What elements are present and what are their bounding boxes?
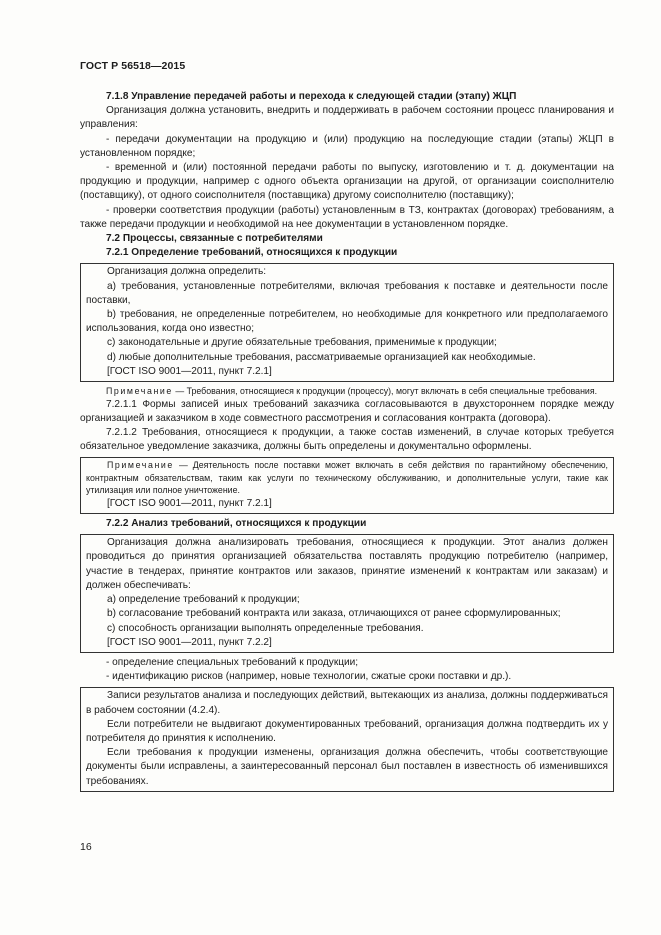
- list-item: - передачи документации на продукцию и (или) продукцию на последующие стадии (этапы) ЖЦП в установленном порядке;: [80, 133, 614, 159]
- standard-reference: [ГОСТ ISO 9001—2011, пункт 7.2.1]: [107, 497, 272, 509]
- quoted-analysis-box: [80, 534, 614, 653]
- note-label: Примечание: [107, 460, 174, 471]
- box-line: c) законодательные и другие обязательные требования, применимые к продукции;: [107, 337, 497, 349]
- box-line: b) требования, не определенные потребителем, но необходимые для конкретного или предполагаемого использования, когда оно известно;: [86, 309, 608, 335]
- note-label: Примечание: [106, 386, 173, 397]
- note: [80, 385, 614, 398]
- box-line: Записи результатов анализа и последующих действий, вытекающих из анализа, должны поддерживаться в рабочем состоянии (4.2.4).: [86, 690, 608, 716]
- quoted-records-box: [80, 687, 614, 791]
- box-line: a) требования, установленные потребителями, включая требования к поставке и деятельности после поставки,: [86, 280, 608, 306]
- note-text: — Деятельность после поставки может включать в себя действия по гарантийному обеспечению, контрактным обязательствам, таким как услуги по техническому обслуживанию, и дополнительные услуги, такие как утилизация или полное уничтожение.: [86, 460, 608, 496]
- paragraph-7-2-1-1: 7.2.1.1 Формы записей иных требований заказчика согласовываются в двухстороннем порядке между организацией и заказчиком в ходе совместного рассмотрения и согласования контракта (договора).: [80, 398, 614, 424]
- list-item: - проверки соответствия продукции (работы) установленным в ТЗ, контрактах (договорах) требованиям, а также передачи продукции и необходимой на нее документации в установленном порядке.: [80, 204, 614, 230]
- list-item: - определение специальных требований к продукции;: [106, 656, 359, 668]
- heading-7-2-2: 7.2.2 Анализ требований, относящихся к продукции: [106, 518, 367, 530]
- heading-7-1-8: 7.1.8 Управление передачей работы и перехода к следующей стадии (этапу) ЖЦП: [106, 91, 517, 102]
- document-header: ГОСТ Р 56518—2015: [80, 60, 186, 72]
- box-line: b) согласование требований контракта или заказа, отличающихся от ранее сформулированных;: [107, 608, 561, 620]
- box-line: d) любые дополнительные требования, рассматриваемые организацией как необходимые.: [107, 351, 536, 363]
- quoted-note-box: [80, 457, 614, 514]
- quoted-requirements-box: [80, 263, 614, 382]
- paragraph: Организация должна установить, внедрить и поддерживать в рабочем состоянии процесс планирования и управления:: [80, 105, 614, 131]
- note-text: — Требования, относящиеся к продукции (процессу), могут включать в себя специальные требования.: [172, 386, 598, 397]
- note: [86, 459, 608, 497]
- standard-reference: [ГОСТ ISO 9001—2011, пункт 7.2.2]: [107, 636, 272, 648]
- box-line: Если потребители не выдвигают документированных требований, организация должна подтвердить их у потребителя до принятия к исполнению.: [86, 718, 608, 744]
- box-line: Организация должна определить:: [107, 266, 267, 278]
- box-line: c) способность организации выполнять определенные требования.: [107, 622, 424, 634]
- page-number: 16: [80, 841, 92, 853]
- heading-7-2: 7.2 Процессы, связанные с потребителями: [106, 233, 323, 245]
- box-line: Если требования к продукции изменены, организация должна обеспечить, чтобы соответствующие документы были исправлены, а заинтересованный персонал был поставлен в известность об изменившихся требованиях.: [86, 747, 608, 787]
- list-item: - временной и (или) постоянной передачи работы по выпуску, изготовлению и т. д. документации на продукцию и продукции, например с одного объекта организации на другой, от организации соисполнителю (поставщику), от одного соисполнителя (поставщика) другому соисполнителю (поставщику);: [80, 162, 614, 202]
- box-line: Организация должна анализировать требования, относящиеся к продукции. Этот анализ должен проводиться до принятия организацией обязательства поставлять продукцию потребителю (например, участие в тендерах, принятие контрактов или заказов, принятие изменений к контрактам или заказам) и должен обеспечивать:: [86, 537, 608, 591]
- heading-7-2-1: 7.2.1 Определение требований, относящихся к продукции: [106, 247, 398, 259]
- list-item: - идентификацию рисков (например, новые технологии, сжатые сроки поставки и др.).: [106, 671, 512, 683]
- paragraph-7-2-1-2: 7.2.1.2 Требования, относящиеся к продукции, а также состав изменений, в случае которых требуется обязательное уведомление заказчика, должны быть определены и документально оформлены.: [80, 426, 614, 453]
- box-line: a) определение требований к продукции;: [107, 594, 300, 606]
- page-content: [80, 90, 614, 795]
- standard-reference: [ГОСТ ISO 9001—2011, пункт 7.2.1]: [107, 365, 272, 377]
